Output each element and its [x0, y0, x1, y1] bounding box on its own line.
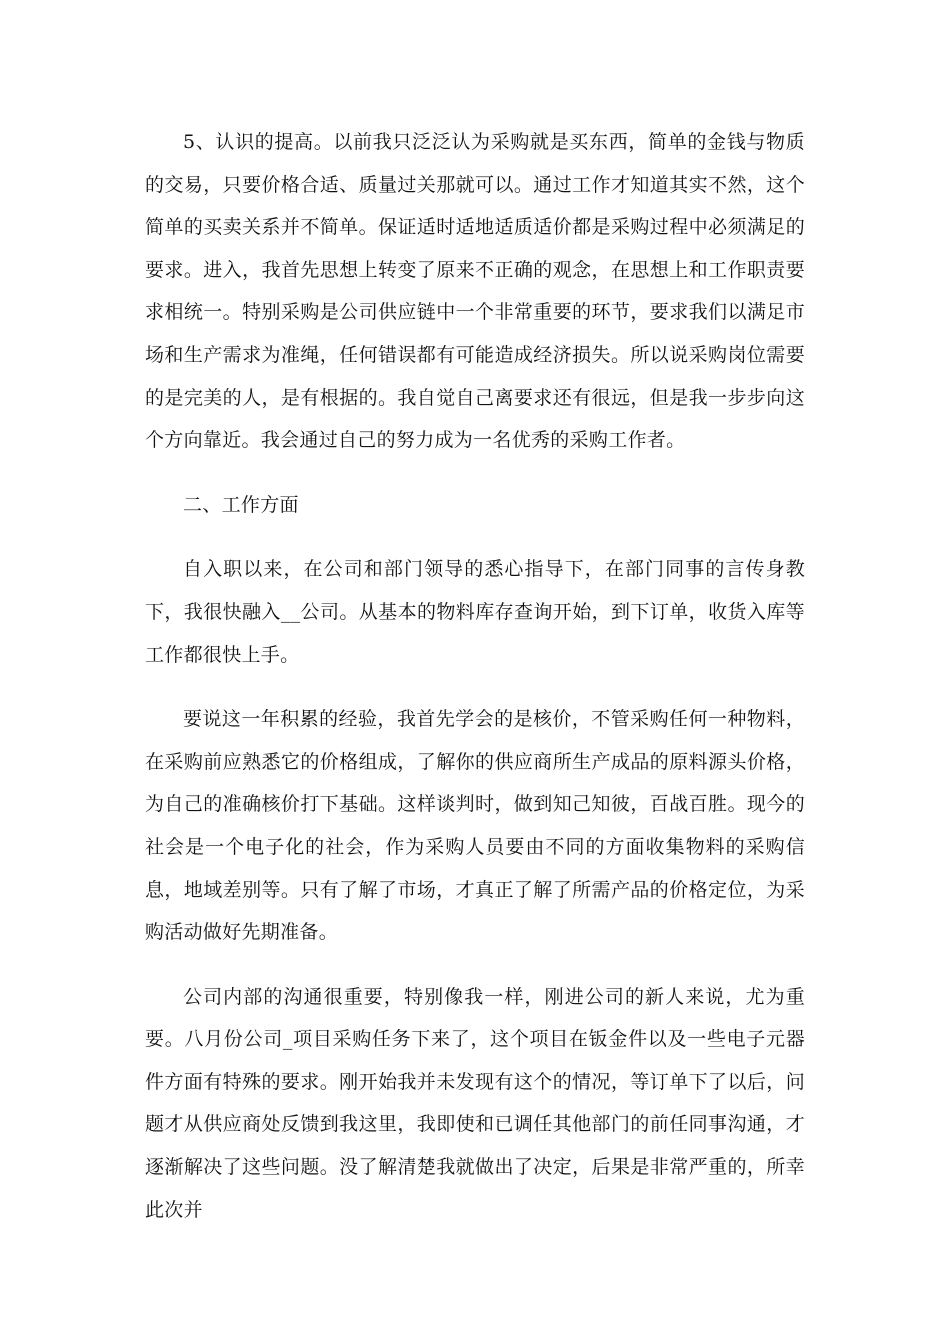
section-heading-work: 二、工作方面 [183, 493, 299, 516]
paragraph-onboarding: 自入职以来，在公司和部门领导的悉心指导下，在部门同事的言传身教下，我很快融入__公司。从基本的物料库存查询开始，到下订单，收货入库等工作都很快上手。 [145, 558, 805, 666]
paragraph-awareness: 5、认识的提高。以前我只泛泛认为采购就是买东西，简单的金钱与物质的交易，只要价格合适、质量过关那就可以。通过工作才知道其实不然，这个简单的买卖关系并不简单。保证适时适地适质适价都是采购过程中必须满足的要求。进入，我首先思想上转变了原来不正确的观念，在思想上和工作职责要求相统一。特别采购是公司供应链中一个非常重要的环节，要求我们以满足市场和生产需求为准绳，任何错误都有可能造成经济损失。所以说采购岗位需要的是完美的人，是有根据的。我自觉自己离要求还有很远，但是我一步步向这个方向靠近。我会通过自己的努力成为一名优秀的采购工作者。 [145, 131, 805, 452]
document-body [145, 121, 805, 1231]
paragraph-pricing-experience: 要说这一年积累的经验，我首先学会的是核价，不管采购任何一种物料，在采购前应熟悉它的价格组成，了解你的供应商所生产成品的原料源头价格，为自己的准确核价打下基础。这样谈判时，做到知己知彼，百战百胜。现今的社会是一个电子化的社会，作为采购人员要由不同的方面收集物料的采购信息，地域差别等。只有了解了市场，才真正了解了所需产品的价格定位，为采购活动做好先期准备。 [145, 708, 805, 944]
paragraph-internal-communication: 公司内部的沟通很重要，特别像我一样，刚进公司的新人来说，尤为重要。八月份公司_项目采购任务下来了，这个项目在钣金件以及一些电子元器件方面有特殊的要求。刚开始我并未发现有这个的情况，等订单下了以后，问题才从供应商处反馈到我这里，我即使和已调任其他部门的前任同事沟通，才逐渐解决了这些问题。没了解清楚我就做出了决定，后果是非常严重的，所幸此次并 [145, 985, 805, 1221]
